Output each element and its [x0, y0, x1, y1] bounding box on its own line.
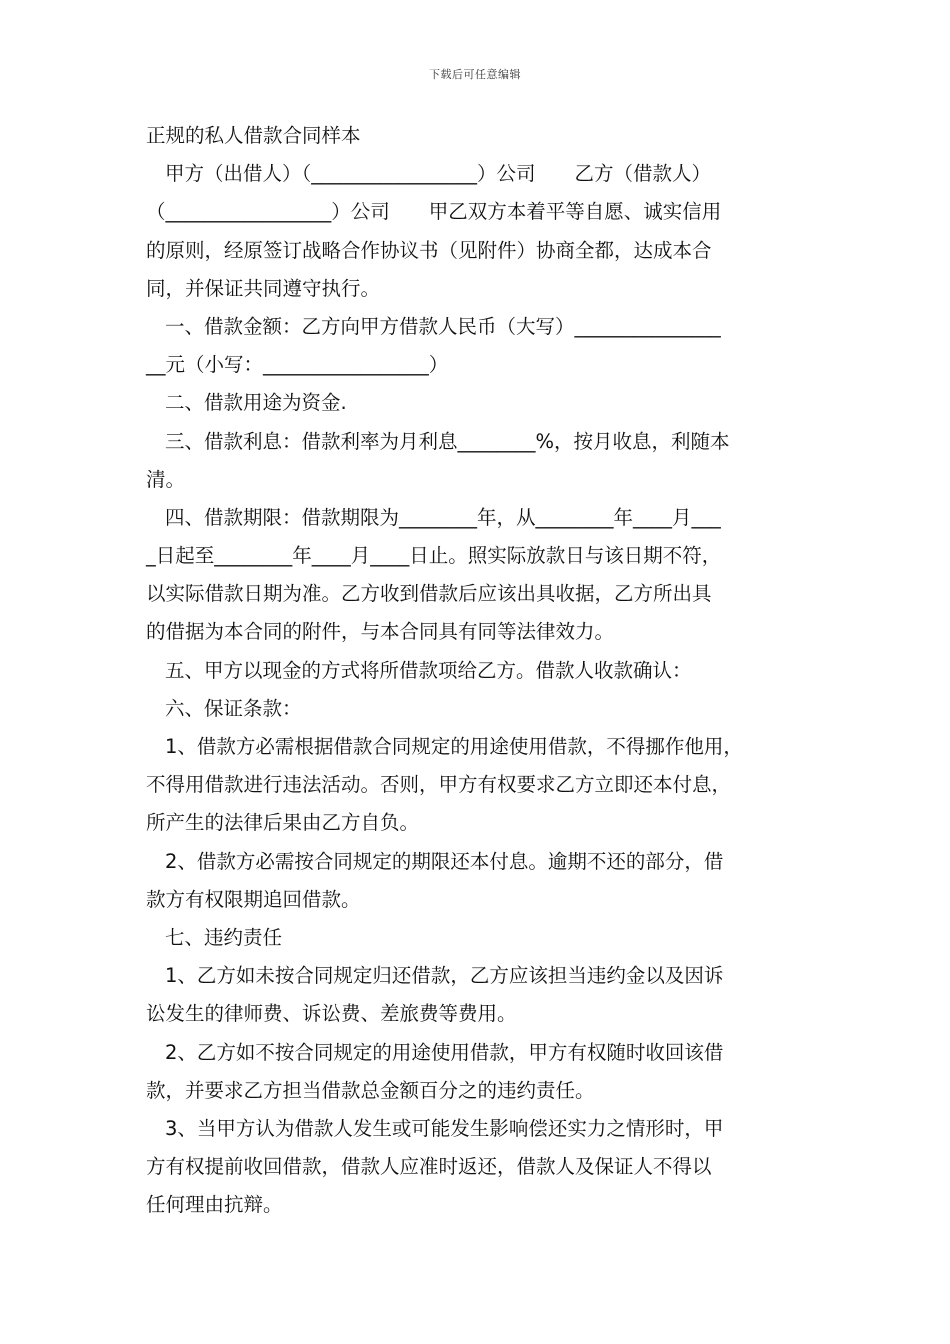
paragraph-line: 清。 — [146, 467, 186, 491]
paragraph-line: 1、乙方如未按合同规定归还借款，乙方应该担当违约金以及因诉 — [165, 964, 724, 988]
paragraph-line: （_________________）公司 甲乙双方本着平等自愿、诚实信用 — [146, 200, 722, 224]
paragraph-line: _日起至________年____月____日止。照实际放款日与该日期不符， — [146, 544, 722, 568]
paragraph-line: 款，并要求乙方担当借款总金额百分之的违约责任。 — [146, 1078, 595, 1102]
paragraph-line: 三、借款利息：借款利率为月利息________%，按月收息，利随本 — [165, 429, 730, 453]
paragraph-line: 款方有权限期追回借款。 — [146, 887, 361, 911]
paragraph-line: 2、借款方必需按合同规定的期限还本付息。逾期不还的部分，借 — [165, 849, 724, 873]
paragraph-line: 的原则，经原签订战略合作协议书（见附件）协商全都，达成本合 — [146, 238, 712, 262]
paragraph-line: __元（小写：_________________） — [146, 353, 449, 377]
paragraph-line: 同，并保证共同遵守执行。 — [146, 276, 381, 300]
paragraph-line: 不得用借款进行违法活动。否则，甲方有权要求乙方立即还本付息， — [146, 773, 732, 797]
paragraph-line: 3、当甲方认为借款人发生或可能发生影响偿还实力之情形时，甲 — [165, 1116, 724, 1140]
paragraph-line: 的借据为本合同的附件，与本合同具有同等法律效力。 — [146, 620, 615, 644]
page-header-caption: 下载后可任意编辑 — [429, 68, 521, 81]
paragraph-line: 一、借款金额：乙方向甲方借款人民币（大写）_______________ — [165, 314, 721, 338]
paragraph-line: 二、借款用途为资金. — [165, 391, 347, 415]
paragraph-line: 六、保证条款： — [165, 696, 302, 720]
document-title: 正规的私人借款合同样本 — [146, 124, 361, 147]
paragraph-line: 任何理由抗辩。 — [146, 1193, 283, 1217]
paragraph-line: 所产生的法律后果由乙方自负。 — [146, 811, 420, 835]
paragraph-line: 甲方（出借人）（_________________）公司 乙方（借款人） — [165, 162, 712, 186]
paragraph-line: 1、借款方必需根据借款合同规定的用途使用借款，不得挪作他用， — [165, 735, 743, 758]
paragraph-line: 讼发生的律师费、诉讼费、差旅费等费用。 — [146, 1002, 517, 1026]
paragraph-line: 以实际借款日期为准。乙方收到借款后应该出具收据，乙方所出具 — [146, 582, 712, 606]
paragraph-line: 七、违约责任 — [165, 925, 283, 949]
paragraph-line: 方有权提前收回借款，借款人应准时返还，借款人及保证人不得以 — [146, 1155, 712, 1179]
paragraph-line: 五、甲方以现金的方式将所借款项给乙方。借款人收款确认： — [165, 658, 692, 682]
paragraph-line: 四、借款期限：借款期限为________年，从________年____月___ — [165, 505, 721, 529]
paragraph-line: 2、乙方如不按合同规定的用途使用借款，甲方有权随时收回该借 — [165, 1040, 724, 1064]
document-body — [146, 117, 812, 1224]
